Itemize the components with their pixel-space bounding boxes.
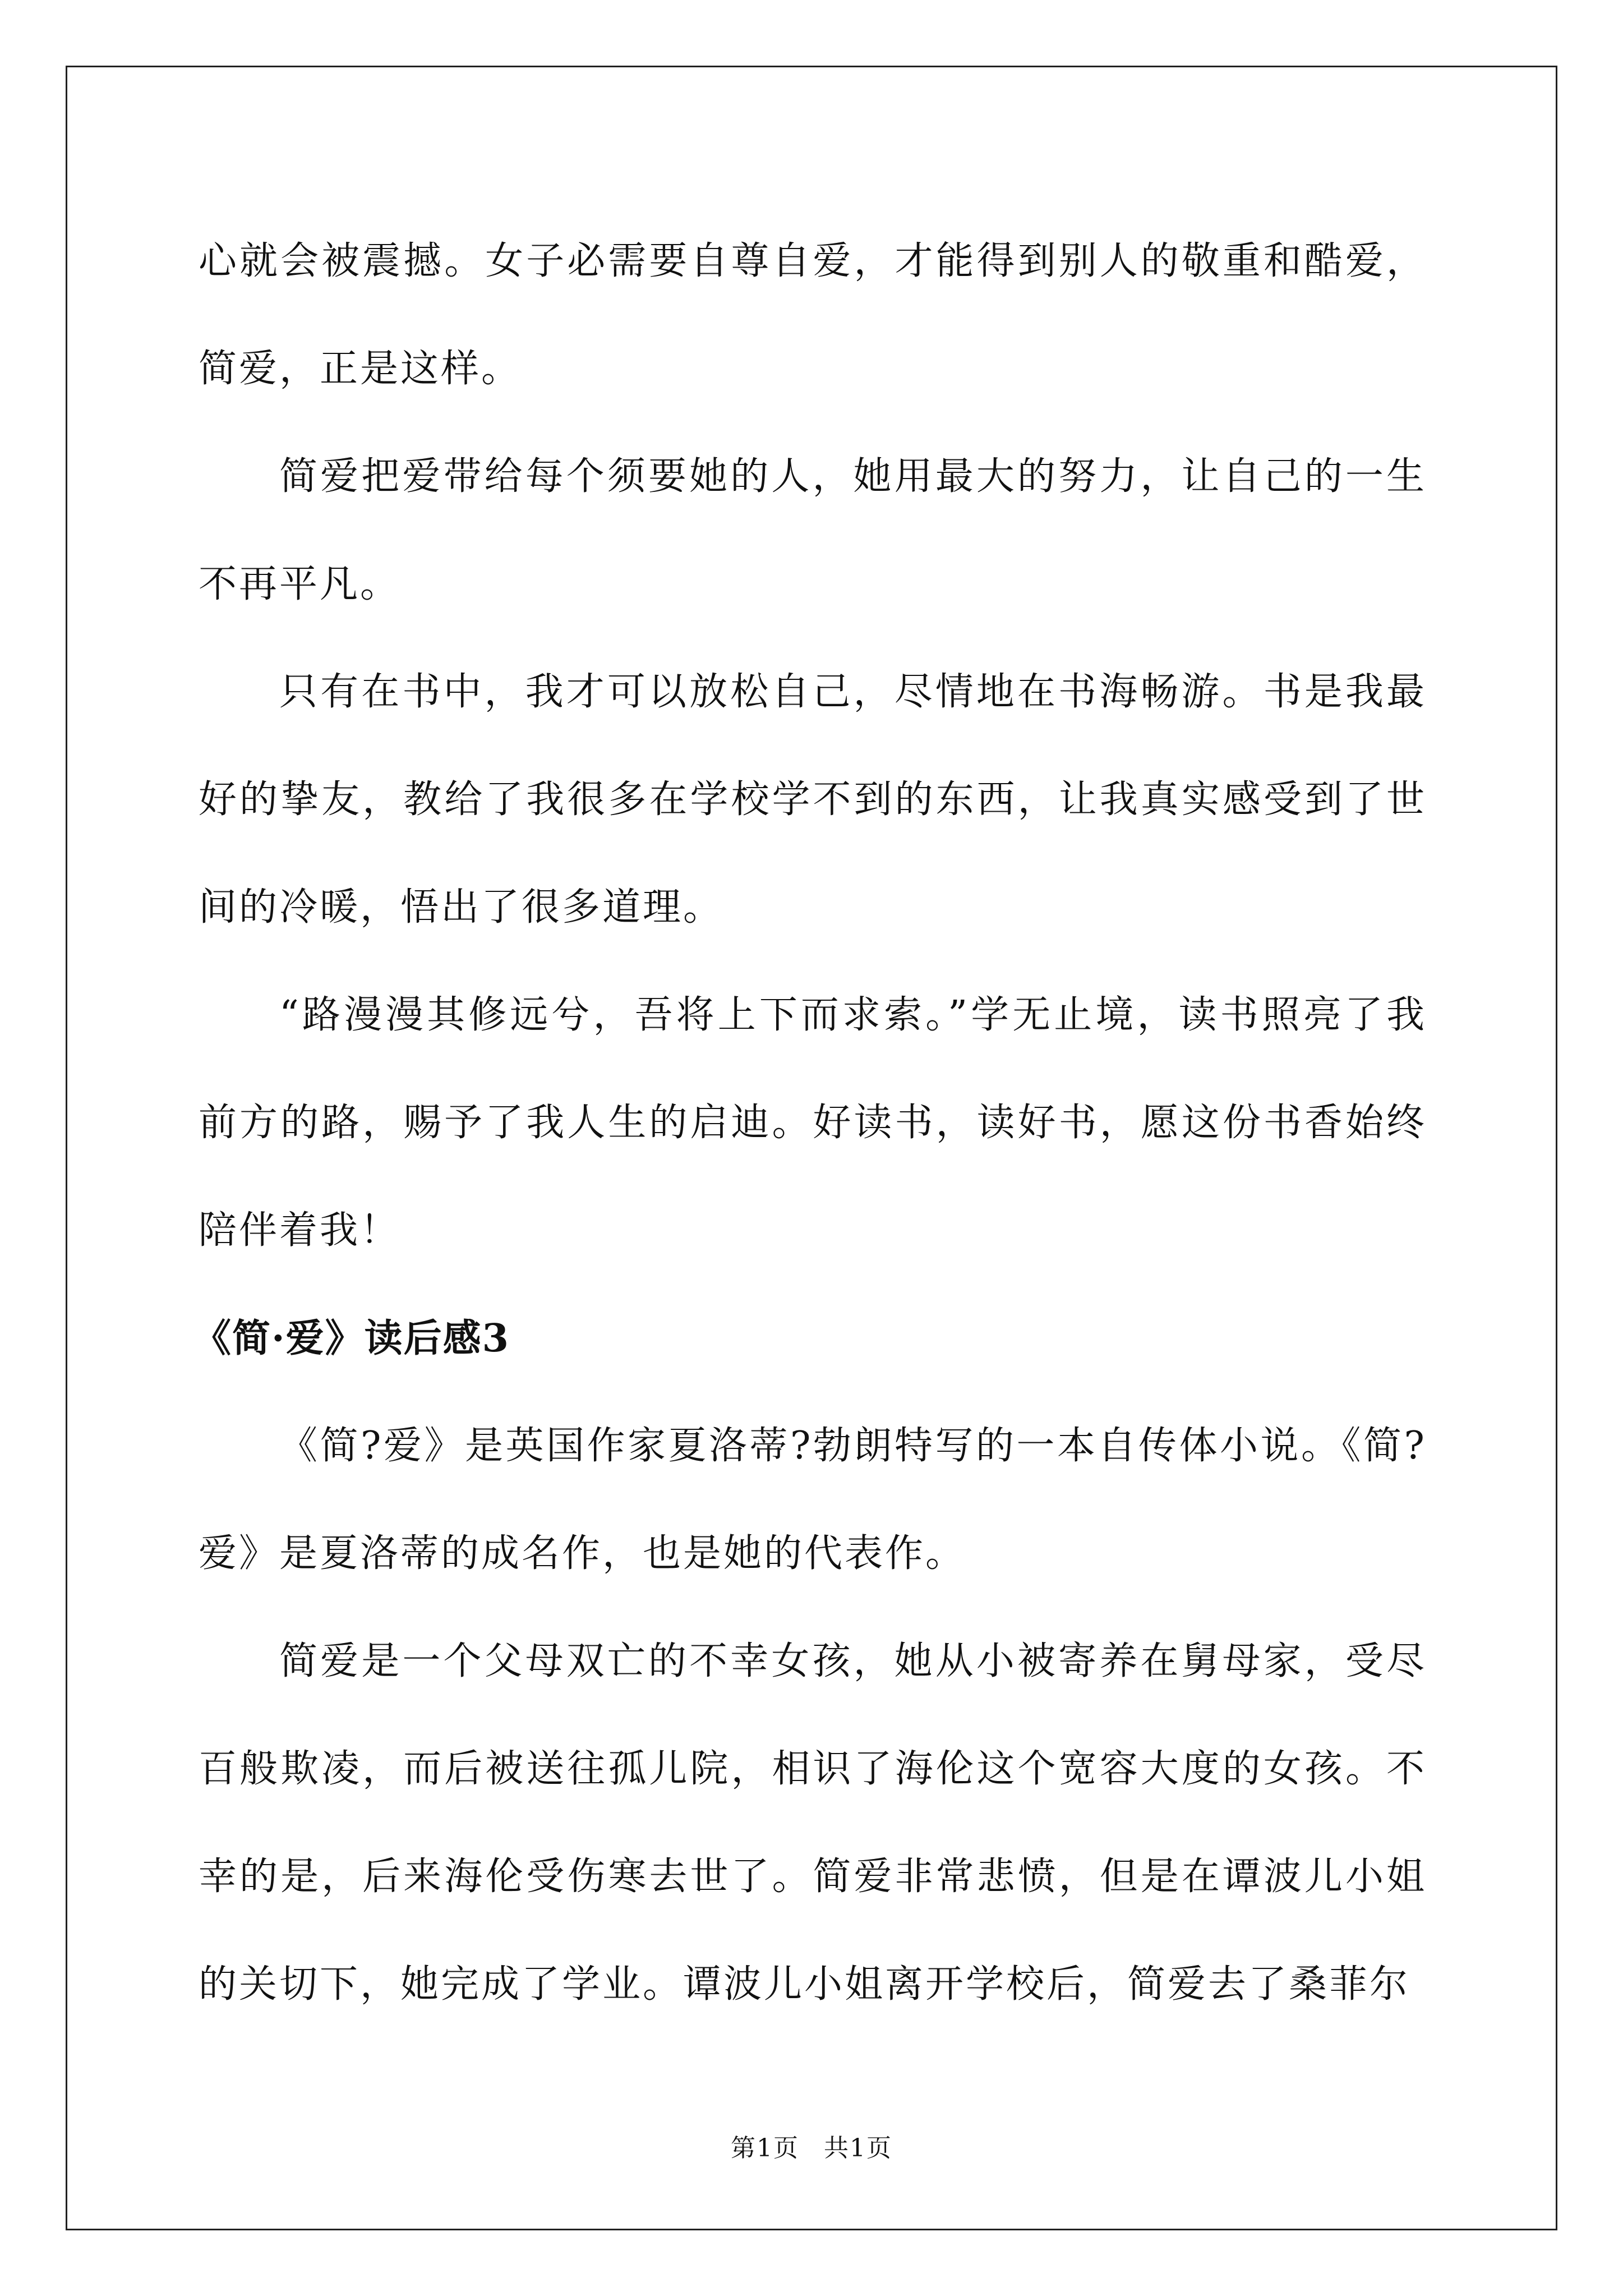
page-total: 共1页 <box>824 2134 892 2162</box>
page-footer <box>0 2132 1623 2165</box>
paragraph-continued: 心就会被震撼。女子必需要自尊自爱，才能得到别人的敬重和酷爱，简爱，正是这样。 <box>199 239 1427 391</box>
section-heading: 《简·爱》读后感3 <box>193 1316 510 1361</box>
document-body <box>193 208 1427 2039</box>
paragraph: 只有在书中，我才可以放松自己，尽情地在书海畅游。书是我最好的挚友，教给了我很多在学校学不到的东西，让我真实感受到了世间的冷暖，悟出了很多道理。 <box>199 670 1427 930</box>
page-number: 第1页 <box>731 2134 799 2162</box>
paragraph: 简爱是一个父母双亡的不幸女孩，她从小被寄养在舅母家，受尽百般欺凌，而后被送往孤儿院，相识了海伦这个宽容大度的女孩。不幸的是，后来海伦受伤寒去世了。简爱非常悲愤，但是在谭波儿小姐的关切下，她完成了学业。谭波儿小姐离开学校后，简爱去了桑菲尔 <box>199 1639 1427 2007</box>
paragraph: “路漫漫其修远兮，吾将上下而求索。”学无止境，读书照亮了我前方的路，赐予了我人生的启迪。好读书，读好书，愿这份书香始终陪伴着我！ <box>199 993 1427 1253</box>
paragraph: 简爱把爱带给每个须要她的人，她用最大的努力，让自己的一生不再平凡。 <box>199 454 1427 606</box>
paragraph: 《简?爱》是英国作家夏洛蒂?勃朗特写的一本自传体小说。《简?爱》是夏洛蒂的成名作，也是她的代表作。 <box>199 1424 1427 1576</box>
